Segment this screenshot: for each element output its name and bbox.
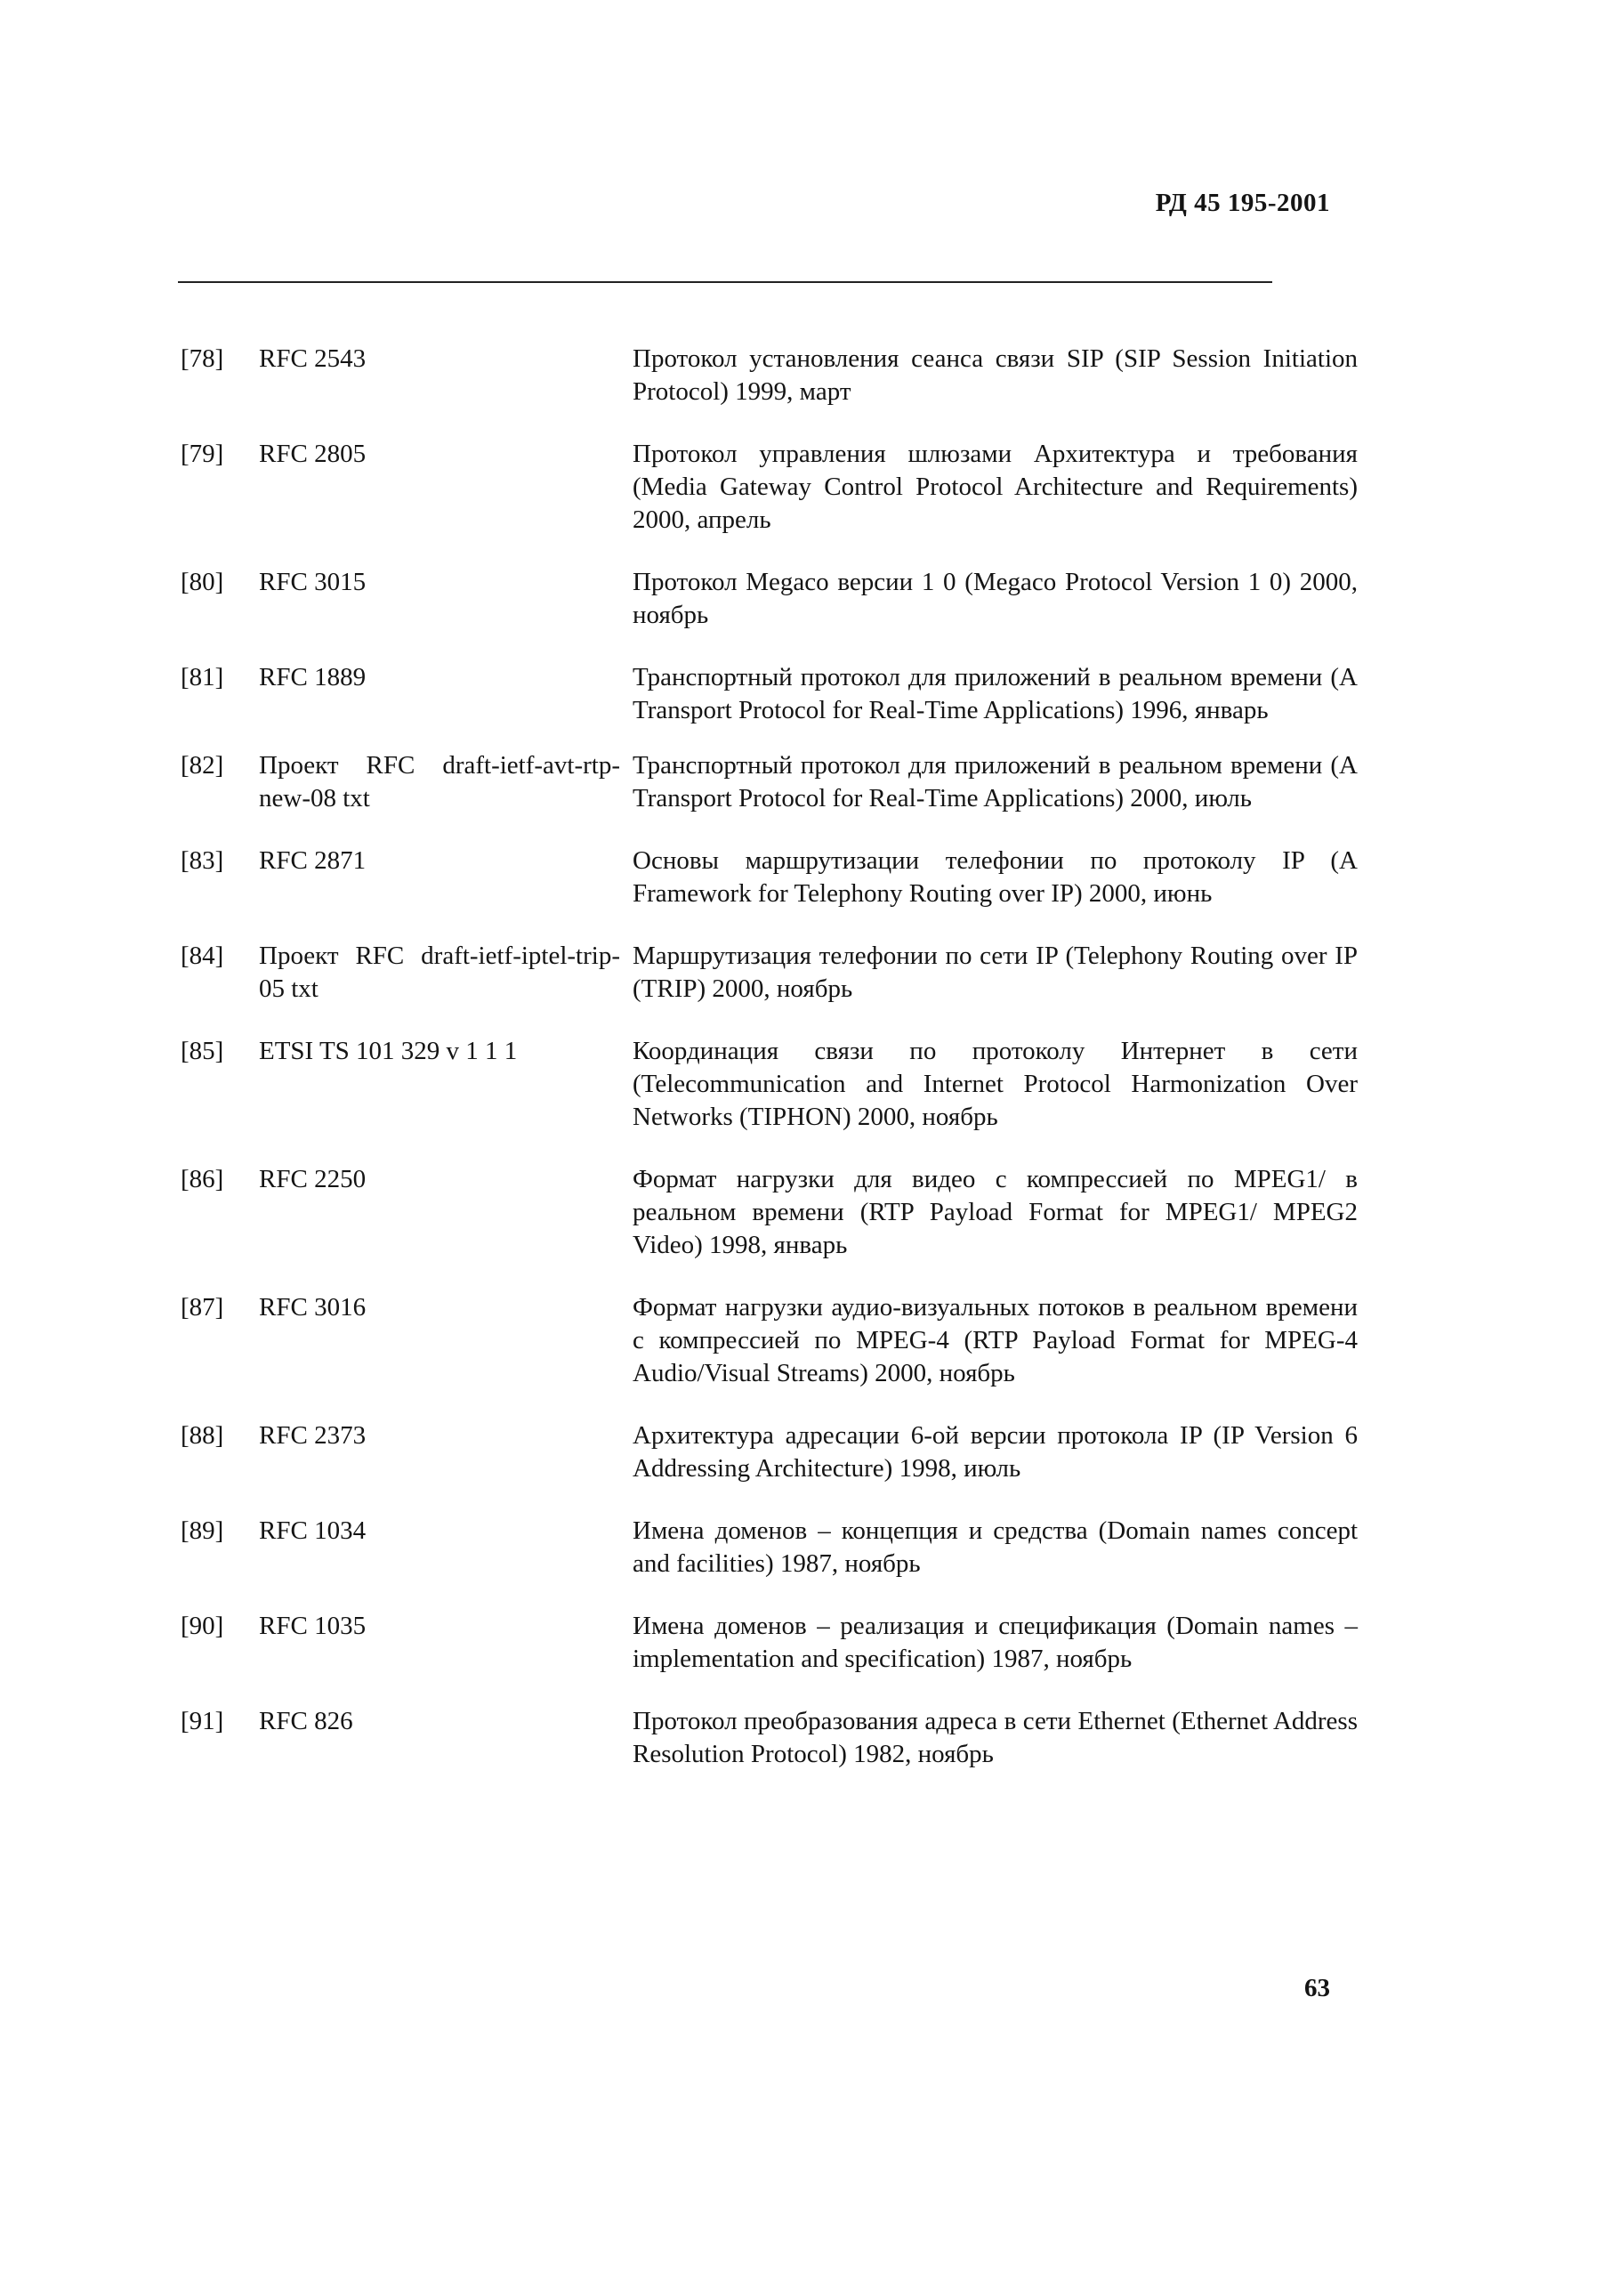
reference-number: [85]: [181, 1037, 224, 1065]
reference-item: [181, 749, 1364, 815]
reference-id: RFC 2871: [259, 846, 367, 875]
reference-item: [181, 566, 1364, 632]
reference-description: Протокол Megaco версии 1 0 (Megaco Protocol Version 1 0) 2000, ноябрь: [633, 568, 1358, 629]
reference-item: [181, 1419, 1364, 1485]
reference-number: [88]: [181, 1421, 224, 1450]
reference-list: [181, 343, 1364, 1771]
reference-number: [78]: [181, 344, 224, 373]
reference-number: [82]: [181, 751, 224, 780]
reference-number: [79]: [181, 440, 224, 468]
reference-description: Транспортный протокол для приложений в реальном времени (A Transport Protocol for Real-Time Applications) 2000, июль: [633, 751, 1358, 812]
reference-item: [181, 845, 1364, 910]
reference-id: RFC 2250: [259, 1165, 367, 1193]
reference-number: [91]: [181, 1707, 224, 1735]
reference-id: RFC 1889: [259, 663, 367, 691]
reference-number: [80]: [181, 568, 224, 596]
reference-id: RFC 3016: [259, 1293, 367, 1322]
reference-id: RFC 3015: [259, 568, 367, 596]
page-number: 63: [1304, 1974, 1330, 2002]
reference-id: Проект RFC draft-ietf-iptel-trip-05 txt: [259, 942, 620, 1003]
reference-item: [181, 1610, 1364, 1676]
reference-id: Проект RFC draft-ietf-avt-rtp-new-08 txt: [259, 751, 620, 812]
reference-description: Основы маршрутизации телефонии по протоколу IP (A Framework for Telephony Routing over IP) 2000, июнь: [633, 846, 1358, 908]
reference-item: [181, 438, 1364, 537]
reference-number: [87]: [181, 1293, 224, 1322]
reference-item: [181, 1163, 1364, 1262]
reference-item: [181, 1291, 1364, 1390]
reference-description: Маршрутизация телефонии по сети IP (Telephony Routing over IP (TRIP) 2000, ноябрь: [633, 942, 1358, 1003]
reference-number: [86]: [181, 1165, 224, 1193]
reference-item: [181, 1515, 1364, 1581]
reference-number: [84]: [181, 942, 224, 970]
reference-id: RFC 2543: [259, 344, 367, 373]
reference-id: RFC 2805: [259, 440, 367, 468]
reference-id: RFC 826: [259, 1707, 353, 1735]
reference-description: Формат нагрузки аудио-визуальных потоков в реальном времени с компрессией по MPEG-4 (RTP Payload Format for MPEG-4 Audio/Visual Streams) 2000, ноябрь: [633, 1293, 1358, 1387]
header-rule: [178, 281, 1272, 283]
reference-number: [89]: [181, 1516, 224, 1545]
document-code: РД 45 195-2001: [1155, 189, 1330, 217]
reference-description: Протокол установления сеанса связи SIP (SIP Session Initiation Protocol) 1999, март: [633, 344, 1358, 406]
reference-description: Протокол управления шлюзами Архитектура и требования (Media Gateway Control Protocol Architecture and Requirements) 2000, апрель: [633, 440, 1358, 534]
reference-number: [83]: [181, 846, 224, 875]
reference-item: [181, 1705, 1364, 1771]
reference-description: Формат нагрузки для видео с компрессией по MPEG1/ в реальном времени (RTP Payload Format for MPEG1/ MPEG2 Video) 1998, январь: [633, 1165, 1358, 1259]
reference-id: RFC 2373: [259, 1421, 367, 1450]
reference-description: Архитектура адресации 6-ой версии протокола IP (IP Version 6 Addressing Architecture) 1998, июль: [633, 1421, 1358, 1483]
reference-description: Имена доменов – реализация и спецификация (Domain names – implementation and specification) 1987, ноябрь: [633, 1612, 1358, 1673]
reference-item: [181, 661, 1364, 727]
reference-description: Координация связи по протоколу Интернет в сети (Telecommunication and Internet Protocol Harmonization Over Networks (TIPHON) 2000, ноябрь: [633, 1037, 1358, 1131]
reference-description: Транспортный протокол для приложений в реальном времени (A Transport Protocol for Real-Time Applications) 1996, январь: [633, 663, 1358, 724]
reference-description: Имена доменов – концепция и средства (Domain names concept and facilities) 1987, ноябрь: [633, 1516, 1358, 1578]
reference-item: [181, 940, 1364, 1006]
reference-description: Протокол преобразования адреса в сети Ethernet (Ethernet Address Resolution Protocol) 1982, ноябрь: [633, 1707, 1358, 1768]
reference-id: RFC 1034: [259, 1516, 367, 1545]
reference-item: [181, 343, 1364, 408]
reference-number: [90]: [181, 1612, 224, 1640]
reference-id: ETSI TS 101 329 v 1 1 1: [259, 1037, 518, 1065]
reference-number: [81]: [181, 663, 224, 691]
reference-item: [181, 1035, 1364, 1134]
reference-id: RFC 1035: [259, 1612, 367, 1640]
